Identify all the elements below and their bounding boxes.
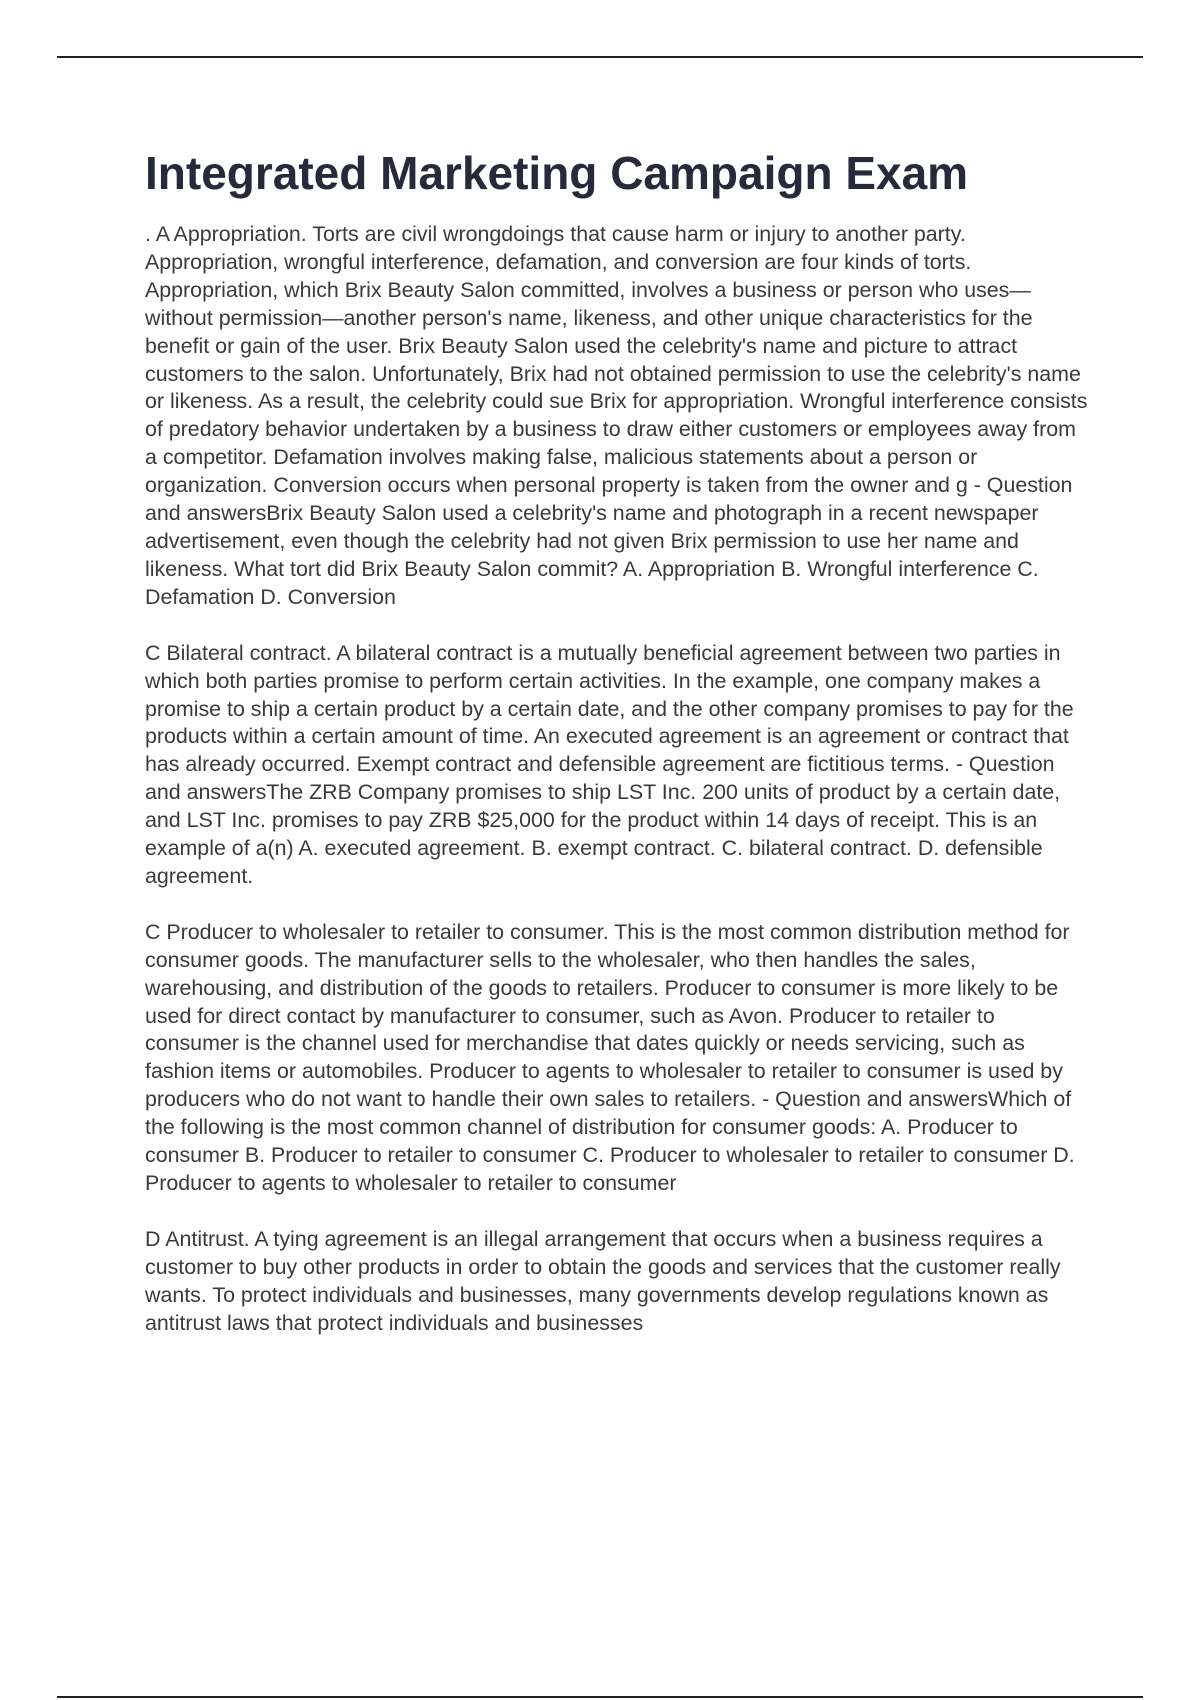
bottom-rule [57,1696,1143,1698]
top-rule [57,56,1143,58]
paragraph-antitrust: D Antitrust. A tying agreement is an illegal arrangement that occurs when a business requires a customer to buy other products in order to obtain the goods and services that the customer really wants. To protect individuals and businesses, many governments develop regulations known as antitrust laws that protect individuals and businesses [145,1226,1061,1335]
paragraph-bilateral-contract: C Bilateral contract. A bilateral contract is a mutually beneficial agreement between two parties in which both parties promise to perform certain activities. In the example, one company makes a promise to ship a certain product by a certain date, and the other company promises to pay for the products within a certain amount of time. An executed agreement is an agreement or contract that has already occurred. Exempt contract and defensible agreement are fictitious terms. - Question and answersThe ZRB Company promises to ship LST Inc. 200 units of product by a certain date, and LST Inc. promises to pay ZRB $25,000 for the product within 14 days of receipt. This is an example of a(n) A. executed agreement. B. exempt contract. C. bilateral contract. D. defensible agreement. [145,640,1074,888]
paragraph-distribution-channel: C Producer to wholesaler to retailer to consumer. This is the most common distribution method for consumer goods. The manufacturer sells to the wholesaler, who then handles the sales, warehousing, and distribution of the goods to retailers. Producer to consumer is more likely to be used for direct contact by manufacturer to consumer, such as Avon. Producer to retailer to consumer is the channel used for merchandise that dates quickly or needs servicing, such as fashion items or automobiles. Producer to agents to wholesaler to retailer to consumer is used by producers who do not want to handle their own sales to retailers. - Question and answersWhich of the following is the most common channel of distribution for consumer goods: A. Producer to consumer B. Producer to retailer to consumer C. Producer to wholesaler to retailer to consumer D. Producer to agents to wholesaler to retailer to consumer [145,919,1075,1195]
document-body [145,145,1090,1366]
document-title: Integrated Marketing Campaign Exam [145,147,969,199]
paragraph-appropriation: . A Appropriation. Torts are civil wrongdoings that cause harm or injury to another party. Appropriation, wrongful interference, defamation, and conversion are four kinds of torts. Appropriation, which Brix Beauty Salon committed, involves a business or person who uses—without permission—another person's name, likeness, and other unique characteristics for the benefit or gain of the user. Brix Beauty Salon used the celebrity's name and picture to attract customers to the salon. Unfortunately, Brix had not obtained permission to use the celebrity's name or likeness. As a result, the celebrity could sue Brix for appropriation. Wrongful interference consists of predatory behavior undertaken by a business to draw either customers or employees away from a competitor. Defamation involves making false, malicious statements about a person or organization. Conversion occurs when personal property is taken from the owner and g - Question and answersBrix Beauty Salon used a celebrity's name and photograph in a recent newspaper advertisement, even though the celebrity had not given Brix permission to use her name and likeness. What tort did Brix Beauty Salon commit? A. Appropriation B. Wrongful interference C. Defamation D. Conversion [145,222,1088,609]
